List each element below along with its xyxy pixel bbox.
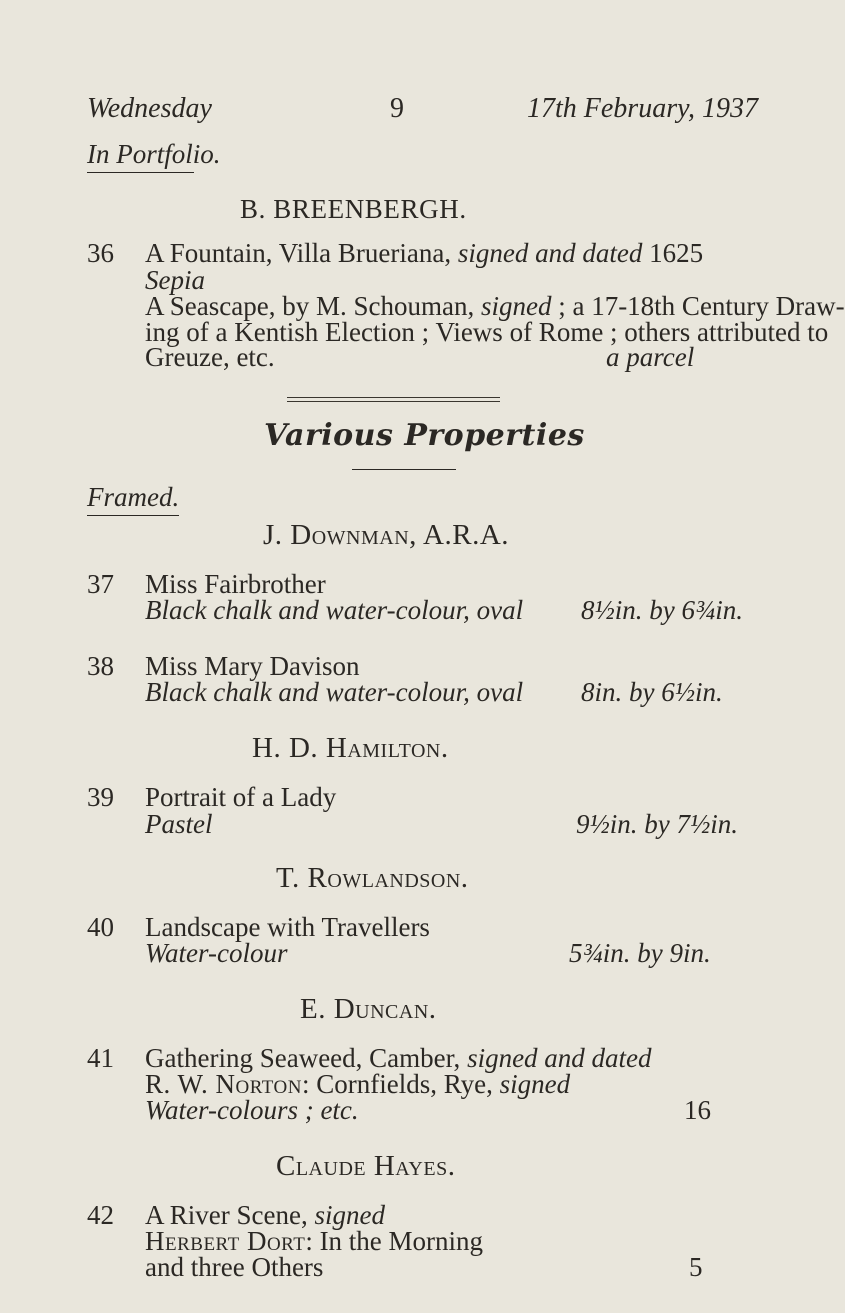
lot-description xyxy=(145,238,703,268)
lot-size: 8in. by 6½in. xyxy=(581,677,723,707)
artist-heading: J. Downman, A.R.A. xyxy=(263,519,510,551)
lot-text: : In the Morning xyxy=(305,1226,484,1256)
lot-title: Miss Mary Davison xyxy=(145,651,360,681)
lot-title: A River Scene, xyxy=(145,1200,308,1230)
lot-medium: Water-colour xyxy=(145,938,288,968)
lot-artist-name: Herbert Dort xyxy=(145,1226,306,1256)
lot-size: 8½in. by 6¾in. xyxy=(581,595,743,625)
lot-title: A Fountain, Villa Brueriana, xyxy=(145,238,452,268)
lot-artist-name: R. W. Norton xyxy=(145,1069,302,1099)
lot-size: 5¾in. by 9in. xyxy=(569,938,711,968)
section-heading-underline xyxy=(87,515,179,516)
lot-medium: Pastel xyxy=(145,809,213,839)
lot-signature-note: signed xyxy=(314,1200,385,1230)
lot-text: : Cornfields, Rye, xyxy=(301,1069,493,1099)
lot-number: 42 xyxy=(87,1200,114,1230)
lot-signature-note: signed xyxy=(480,291,552,321)
lot-date: 1625 xyxy=(649,238,704,268)
lot-medium: Black chalk and water-colour, oval xyxy=(145,595,524,625)
lot-size: 9½in. by 7½in. xyxy=(576,809,738,839)
lot-number: 40 xyxy=(87,912,114,942)
lot-signature-note: signed and dated xyxy=(457,238,643,268)
section-title-various-properties: Various Properties xyxy=(264,418,585,453)
lot-number: 38 xyxy=(87,651,114,681)
lot-quantity-note: a parcel xyxy=(606,342,695,372)
header-day: Wednesday xyxy=(87,93,212,124)
lot-number: 41 xyxy=(87,1043,114,1073)
lot-signature-note: signed and dated xyxy=(467,1043,652,1073)
lot-signature-note: signed xyxy=(499,1069,571,1099)
artist-heading: B. BREENBERGH. xyxy=(240,194,467,224)
artist-heading: T. Rowlandson. xyxy=(276,862,469,894)
header-date: 17th February, 1937 xyxy=(527,93,758,124)
section-heading-framed: Framed. xyxy=(87,482,180,512)
header-page-number: 9 xyxy=(390,93,404,124)
lot-description-line: ing of a Kentish Election ; Views of Rome ; others attributed to xyxy=(145,317,829,347)
lot-quantity: 5 xyxy=(689,1252,703,1282)
lot-quantity: 16 xyxy=(684,1095,711,1125)
lot-number: 36 xyxy=(87,238,114,268)
lot-title: Landscape with Travellers xyxy=(145,912,430,942)
lot-medium: Water-colours ; etc. xyxy=(145,1095,359,1125)
artist-heading: E. Duncan. xyxy=(300,993,437,1025)
lot-number: 39 xyxy=(87,782,114,812)
section-heading-underline xyxy=(87,172,194,173)
lot-description-line: and three Others xyxy=(145,1252,324,1282)
lot-title: Gathering Seaweed, Camber, xyxy=(145,1043,461,1073)
lot-number: 37 xyxy=(87,569,114,599)
section-divider xyxy=(287,397,500,402)
lot-title: Miss Fairbrother xyxy=(145,569,326,599)
lot-title: Portrait of a Lady xyxy=(145,782,337,812)
section-title-underline xyxy=(352,469,456,470)
lot-text: A Seascape, by M. Schouman, xyxy=(145,291,475,321)
lot-medium: Black chalk and water-colour, oval xyxy=(145,677,524,707)
lot-description-line: Greuze, etc. xyxy=(145,342,275,372)
lot-text: ; a 17-18th Century Draw- xyxy=(558,291,845,321)
artist-heading: H. D. Hamilton. xyxy=(252,732,449,764)
artist-heading: Claude Hayes. xyxy=(276,1150,456,1182)
section-heading-portfolio: In Portfolio. xyxy=(87,139,221,169)
lot-medium: Sepia xyxy=(145,265,205,295)
